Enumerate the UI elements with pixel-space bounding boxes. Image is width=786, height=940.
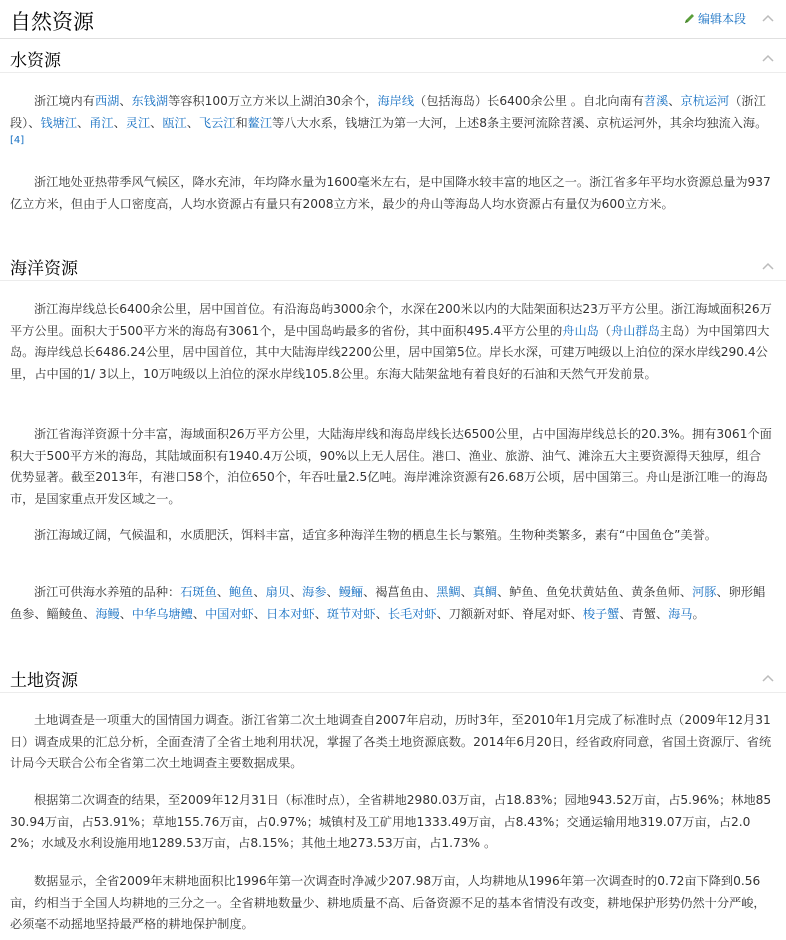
land-paragraph-1	[10, 710, 772, 775]
ocean-paragraph-2	[10, 424, 772, 511]
text-run: 浙江省海洋资源十分丰富，海域面积26万平方公里，大陆海岸线和海岛岸线长达6500公里，占中国海岸线总长的20.3%。拥有3061个面积大于500平方米的海岛，其陆域面积有1940.4万公顷，90%以上无人居住。港口、渔业、旅游、油气、滩涂五大主要资源得天独厚，组合优势显著。截至2013年，有港口58个，泊位650个，年吞吐量2.5亿吨。海岸滩涂资源有26.68万公顷，居中国第三。舟山是浙江唯一的海岛市，是国家重点开发区域之一。	[10, 427, 772, 507]
citation-link[interactable]: [4]	[10, 135, 25, 147]
term-link[interactable]: 飞云江	[198, 115, 236, 130]
term-link[interactable]: 海参	[302, 585, 327, 599]
text-run: 、卵形鲳鱼参、鲻鲮鱼、	[10, 585, 766, 621]
text-run: 浙江地处亚热带季风气候区，降水充沛，年均降水量为1600毫米左右，是中国降水较丰富的地区之一。浙江省多年平均水资源总量为937亿立方米，但由于人口密度高，人均水资源占有量只有2008立方米，最少的舟山等海岛人均水资源占有量仅为600立方米。	[10, 175, 771, 211]
term-link[interactable]: 梭子蟹	[582, 606, 620, 621]
text-run: 土地调查是一项重大的国情国力调查。浙江省第二次土地调查自2007年启动，历时3年，至2010年1月完成了标准时点（2009年12月31日）调查成果的汇总分析，全面查清了全省土地利用状况，掌握了各类土地资源底数。2014年6月20日，经省政府同意，省国土资源厅、省统计局今天联合公布全省第二次土地调查主要数据成果。	[10, 713, 772, 771]
section-title: 自然资源	[10, 10, 94, 34]
term-link[interactable]: 真鲷	[472, 585, 498, 599]
ocean-paragraph-1	[10, 299, 772, 386]
term-link[interactable]: 西湖	[94, 94, 120, 108]
text-run: 数据显示，全省2009年末耕地面积比1996年第一次调查时净减少207.98万亩，人均耕地从1996年第一次调查时的0.72亩下降到0.56亩，约相当于全国人均耕地的三分之一。全省耕地数量少、耕地质量不高、后备资源不足的基本省情没有改变，耕地保护形势仍然十分严峻，必须毫不动摇地坚持最严格的耕地保护制度。	[10, 874, 766, 932]
term-link[interactable]: 扇贝	[265, 585, 290, 599]
text-run: 、	[253, 606, 266, 621]
land-paragraph-2	[10, 790, 772, 855]
subsection-header-land	[0, 662, 786, 693]
text-run: 浙江海域辽阔，气候温和，水质肥沃，饵料丰富，适宜多种海洋生物的栖息生长与繁殖。生物种类繁多，素有“中国鱼仓”美誉。	[34, 528, 717, 542]
subsection-title-water: 水资源	[10, 51, 61, 71]
edit-section-link[interactable]	[684, 10, 746, 27]
text-run: 、	[289, 585, 303, 599]
text-run: 、	[314, 606, 327, 621]
subsection-title-ocean: 海洋资源	[10, 259, 78, 279]
text-run: 、	[77, 115, 90, 130]
term-link[interactable]: 苕溪	[643, 94, 669, 108]
text-run: （包括海岛）长6400余公里 。自北向南有	[414, 94, 644, 108]
term-link[interactable]: 黑鲷	[436, 585, 461, 599]
subsection-title-land: 土地资源	[10, 671, 78, 691]
collapse-water-icon[interactable]	[762, 54, 774, 62]
text-run: 和	[235, 115, 248, 130]
section-header	[0, 0, 786, 39]
text-run: 浙江境内有	[34, 94, 95, 108]
text-run: 、	[375, 606, 388, 621]
term-link[interactable]: 斑节对虾	[326, 606, 376, 621]
subsection-header-ocean	[0, 250, 786, 281]
ocean-paragraph-3	[10, 525, 772, 547]
collapse-section-icon[interactable]	[762, 14, 774, 22]
term-link[interactable]: 京杭运河	[680, 94, 730, 108]
term-link[interactable]: 海鳗	[95, 606, 120, 621]
text-run: 。	[692, 606, 705, 621]
term-link[interactable]: 日本对虾	[265, 606, 315, 621]
text-run: 、	[460, 585, 473, 599]
subsection-header-water	[0, 42, 786, 73]
text-run: 等容积100万立方米以上湖泊30余个，	[168, 94, 378, 108]
collapse-land-icon[interactable]	[762, 674, 774, 682]
water-paragraph-1	[10, 91, 772, 156]
text-run: （浙江段）、	[10, 94, 766, 130]
text-run: 、	[113, 115, 126, 130]
term-link[interactable]: 钱塘江	[40, 115, 78, 130]
text-run: 等八大水系，钱塘江为第一大河，上述8条主要河流除苕溪、京杭运河外，其余均独流入海。	[272, 115, 768, 130]
term-link[interactable]: 舟山群岛	[611, 323, 660, 338]
ocean-paragraph-4	[10, 582, 772, 625]
text-run: 、	[192, 606, 205, 621]
text-run: 、青蟹、	[619, 606, 669, 621]
term-link[interactable]: 舟山岛	[562, 323, 599, 338]
text-run: 、	[216, 585, 229, 599]
text-run: 、褐菖鱼由、	[363, 585, 437, 599]
term-link[interactable]: 河豚	[692, 585, 717, 599]
collapse-ocean-icon[interactable]	[762, 262, 774, 270]
text-run: 浙江可供海水养殖的品种：	[34, 585, 181, 599]
text-run: 、	[119, 94, 132, 108]
term-link[interactable]: 东钱湖	[131, 94, 169, 108]
text-run: 根据第二次调查的结果，至2009年12月31日（标准时点），全省耕地2980.03万亩，占18.83%；园地943.52万亩，占5.96%；林地8530.94万亩，占53.91%；草地155.76万亩，占0.97%；城镇村及工矿用地1333.49万亩，占8.43%；交通运输用地319.07万亩，占2.02%；水域及水利设施用地1289.53万亩，占8.15%；其他土地273.53万亩，占1.73% 。	[10, 793, 772, 851]
water-paragraph-2	[10, 172, 772, 215]
term-link[interactable]: 海岸线	[377, 94, 415, 108]
term-link[interactable]: 中华乌塘鳢	[131, 606, 193, 621]
term-link[interactable]: 瓯江	[162, 115, 187, 130]
term-link[interactable]: 长毛对虾	[387, 606, 437, 621]
text-run: 、	[326, 585, 339, 599]
text-run: 、	[186, 115, 199, 130]
term-link[interactable]: 甬江	[89, 115, 114, 130]
text-run: 、	[150, 115, 163, 130]
term-link[interactable]: 鳌江	[247, 115, 273, 130]
edit-section-label: 编辑本段	[697, 12, 746, 26]
text-run: 、	[253, 585, 266, 599]
term-link[interactable]: 鳗鲡	[338, 585, 364, 599]
term-link[interactable]: 中国对虾	[205, 606, 254, 621]
text-run: 、	[119, 606, 132, 621]
term-link[interactable]: 灵江	[125, 115, 151, 130]
pencil-icon	[684, 13, 695, 24]
text-run: 、刀额新对虾、脊尾对虾、	[436, 606, 583, 621]
term-link[interactable]: 海马	[668, 606, 693, 621]
land-paragraph-3	[10, 871, 772, 936]
text-run: 、鲈鱼、鱼免状黄姑鱼、黄条鱼师、	[497, 585, 693, 599]
term-link[interactable]: 石斑鱼	[180, 585, 217, 599]
text-run: （	[598, 323, 612, 338]
text-run: 、	[668, 94, 681, 108]
text-run: 主岛）为中国第四大岛。海岸线总长6486.24公里，居中国首位，其中大陆海岸线2200公里，居中国第5位。岸长水深，可建万吨级以上泊位的深水岸线290.4公里，占中国的1/ 3以上，10万吨级以上泊位的深水岸线105.8公里。东海大陆架盆地有着良好的石油和天然气开发前景。	[10, 323, 770, 382]
term-link[interactable]: 鲍鱼	[229, 585, 254, 599]
text-run: 浙江海岸线总长6400余公里，居中国首位。有沿海岛屿3000余个，水深在200米以内的大陆架面积达23万平方公里。浙江海域面积26万平方公里。面积大于500平方米的海岛有3061个，是中国岛屿最多的省份，其中面积495.4平方公里的	[10, 302, 772, 338]
